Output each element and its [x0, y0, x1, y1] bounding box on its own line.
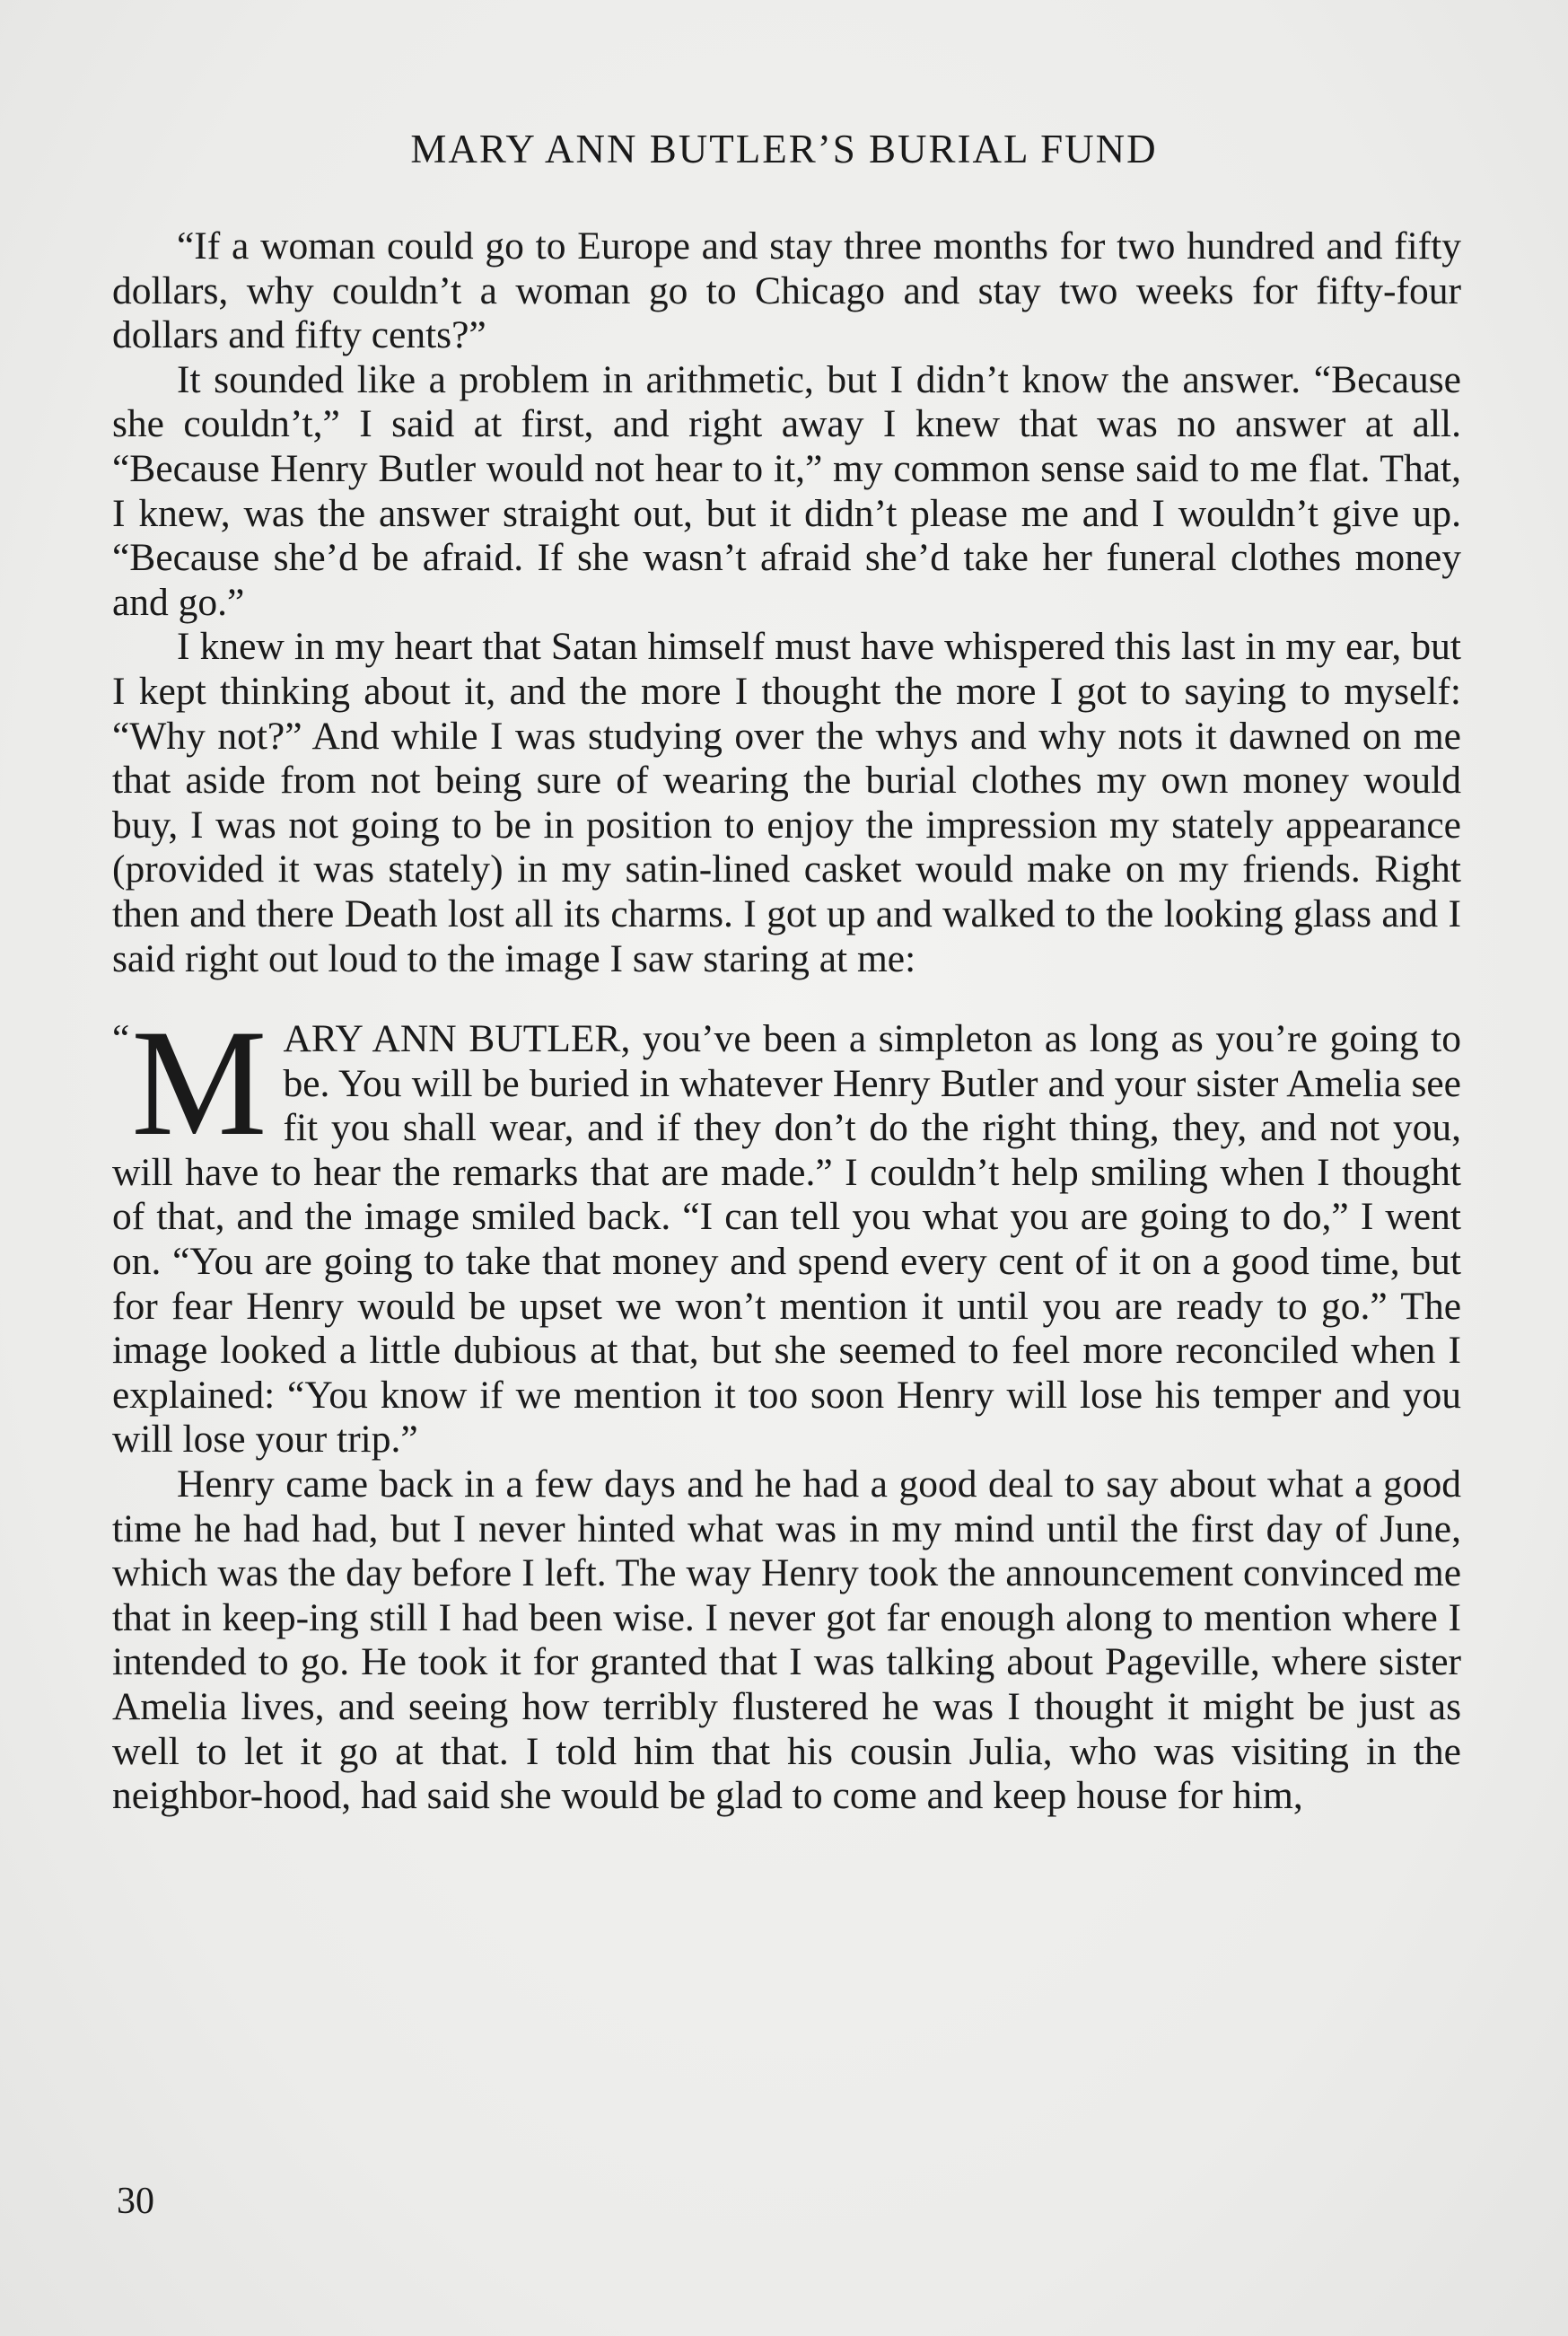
open-quote: “: [112, 1017, 130, 1061]
paragraph-5: Henry came back in a few days and he had a good deal to say about what a good time he had had, but I never hinted what was in my mind until the first day of June, which was the day before I left. The way Henry took the announcement convinced me that in keep-ing still I had been wise. I never got far enough along to mention where I intended to go. He took it for granted that I was talking about Pageville, where sister Amelia lives, and seeing how terribly flustered he was I thought it might be just as well to let it go at that. I told him that his cousin Julia, who was visiting in the neighbor-hood, had said she would be glad to come and keep house for him,: [112, 1462, 1461, 1818]
paragraph-3: I knew in my heart that Satan himself must have whispered this last in my ear, but I kept thinking about it, and the more I thought the more I got to saying to myself: “Why not?” And while I was studying over the whys and why nots it dawned on me that aside from not being sure of wearing the burial clothes my own money would buy, I was not going to be in position to enjoy the impression my stately appearance (provided it was stately) in my satin-lined casket would make on my friends. Right then and there Death lost all its charms. I got up and walked to the looking glass and I said right out loud to the image I saw staring at me:: [112, 625, 1461, 980]
paragraph-1: “If a woman could go to Europe and stay three months for two hundred and fifty dollars, why couldn’t a woman go to Chicago and stay two weeks for fifty-four dollars and fifty cents?”: [112, 224, 1461, 357]
page-number: 30: [117, 2181, 154, 2222]
paragraph-4-text: ARY ANN BUTLER, you’ve been a simpleton as long as you’re going to be. You will be buried in whatever Henry Butler and your sister Amelia see fit you shall wear, and if they don’t do the right thing, they, and not you, will have to hear the remarks that are made.” I couldn’t help smiling when I thought of that, and the image smiled back. “I can tell you what you are going to do,” I went on. “You are going to take that money and spend every cent of it on a good time, but for fear Henry would be upset we won’t mention it until you are ready to go.” The image looked a little dubious at that, but she seemed to feel more reconciled when I explained: “You know if we mention it too soon Henry will lose his temper and you will lose your trip.”: [112, 1017, 1461, 1462]
running-head: MARY ANN BUTLER’S BURIAL FUND: [410, 127, 1158, 171]
drop-cap-letter: M: [131, 998, 267, 1168]
body-text: [112, 224, 1461, 1819]
paragraph-4: [112, 998, 1461, 1462]
paragraph-2: It sounded like a problem in arithmetic, but I didn’t know the answer. “Because she couldn’t,” I said at first, and right away I knew that was no answer at all. “Because Henry Butler would not hear to it,” my common sense said to me flat. That, I knew, was the answer straight out, but it didn’t please me and I wouldn’t give up. “Because she’d be afraid. If she wasn’t afraid she’d take her funeral clothes money and go.”: [112, 357, 1461, 624]
